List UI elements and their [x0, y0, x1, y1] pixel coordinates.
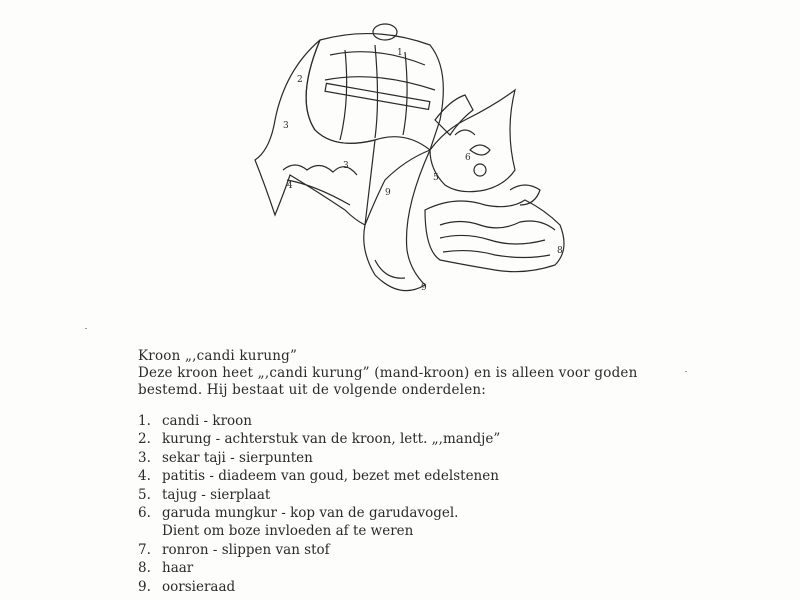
item-number: 6. [138, 504, 151, 521]
fig-num-4: 4 [287, 181, 293, 191]
list-item [138, 541, 698, 559]
item-number: 1. [138, 413, 151, 429]
list-item [138, 412, 698, 430]
fig-num-3b: 3 [343, 161, 349, 171]
item-number: 3. [138, 449, 151, 466]
list-item-continuation [138, 522, 698, 540]
list-item [138, 467, 698, 485]
item-number: 9. [138, 578, 151, 595]
item-text: garuda mungkur - kop van de garudavogel. [162, 504, 459, 521]
fig-num-9a: 9 [385, 188, 391, 198]
item-number: 2. [138, 431, 151, 448]
item-text: tajug - sierplaat [162, 486, 271, 503]
list-item [138, 449, 698, 467]
list-item [138, 559, 698, 577]
item-text: patitis - diadeem van goud, bezet met edelstenen [162, 468, 499, 485]
fig-num-6: 6 [465, 153, 471, 163]
list-item [138, 504, 698, 522]
fig-num-5: 5 [433, 173, 439, 183]
list-item [138, 578, 698, 596]
item-text: Dient om boze invloeden af te weren [162, 523, 414, 540]
item-text: haar [162, 560, 194, 577]
item-text: candi - kroon [162, 413, 252, 429]
parts-list [138, 412, 698, 596]
item-number [138, 522, 162, 540]
item-text: oorsieraad [162, 578, 236, 595]
caption-block [138, 348, 698, 399]
item-number: 5. [138, 486, 151, 503]
crown-knob [373, 24, 397, 40]
list-item [138, 430, 698, 448]
item-number: 7. [138, 541, 151, 558]
fig-num-9b: 9 [421, 283, 427, 293]
fig-num-3a: 3 [283, 121, 289, 131]
kurung-back [255, 40, 375, 225]
scan-speck [85, 328, 87, 329]
caption-intro-line2: bestemd. Hij bestaat uit de volgende onderdelen: [138, 382, 487, 398]
list-item [138, 486, 698, 504]
caption-intro-line1: Deze kroon heet „,candi kurung” (mand-kroon) en is alleen voor goden [138, 365, 638, 381]
caption-title: Kroon „,candi kurung” [138, 348, 298, 364]
crown-illustration [225, 10, 595, 310]
hair-waves [425, 200, 564, 272]
item-text: ronron - slippen van stof [162, 541, 330, 558]
fig-num-8: 8 [557, 246, 563, 256]
ear-ornament [364, 150, 430, 291]
item-number: 4. [138, 468, 151, 485]
item-text: sekar taji - sierpunten [162, 449, 313, 466]
fig-num-2: 2 [297, 75, 303, 85]
fig-num-1: 1 [397, 48, 403, 58]
item-text: kurung - achterstuk van de kroon, lett. „,mandje” [162, 431, 501, 448]
item-number: 8. [138, 560, 151, 577]
